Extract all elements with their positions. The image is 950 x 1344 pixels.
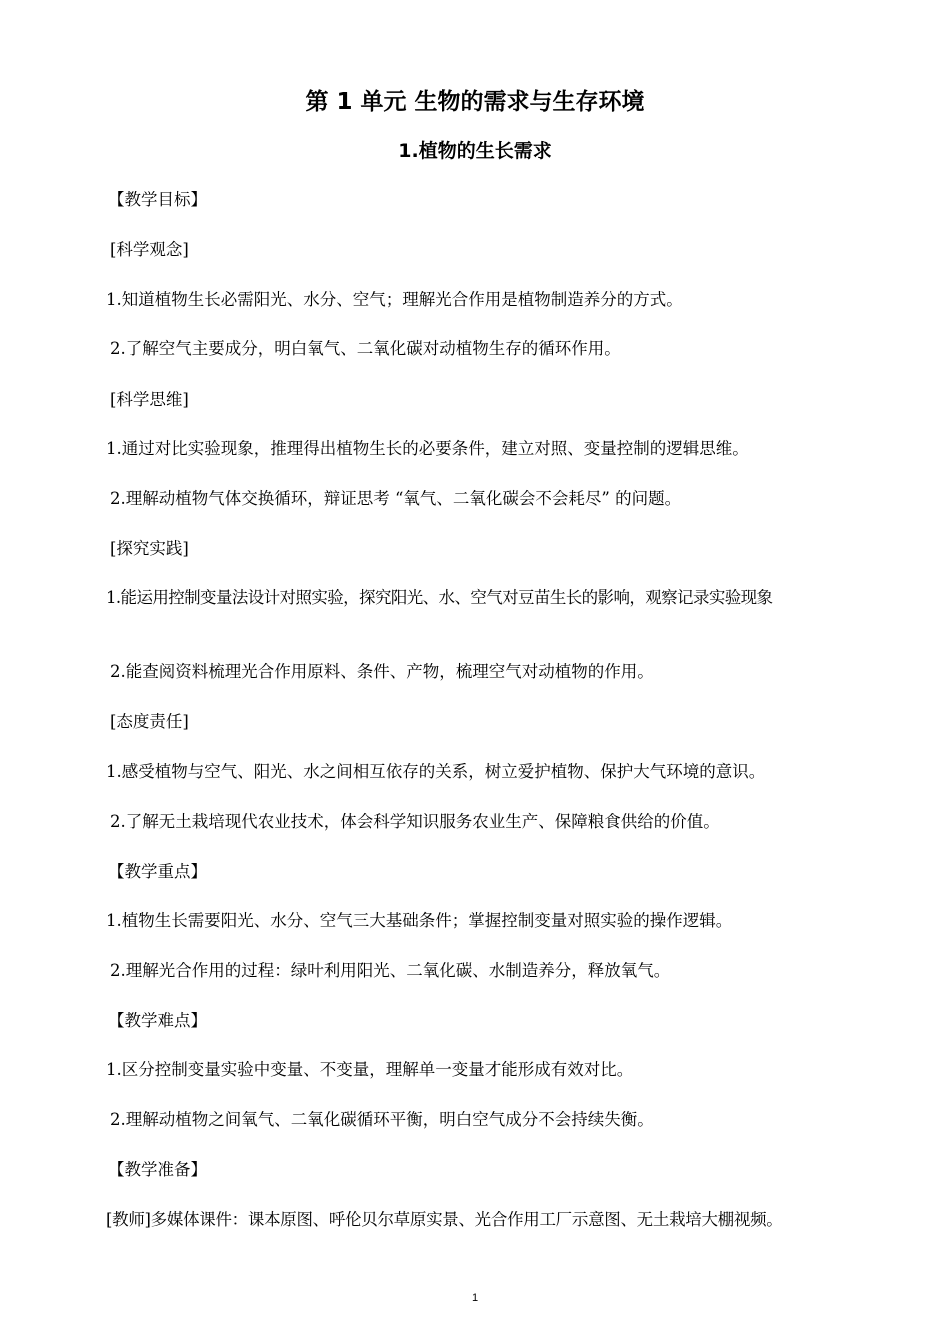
key-point-item: 1.植物生长需要阳光、水分、空气三大基础条件；掌握控制变量对照实验的操作逻辑。	[106, 911, 733, 930]
key-point-item: 2.理解光合作用的过程：绿叶利用阳光、二氧化碳、水制造养分，释放氧气。	[110, 961, 671, 980]
section-heading-difficulties: 【教学难点】	[108, 1011, 207, 1030]
objective-item: 2.了解无土栽培现代农业技术，体会科学知识服务农业生产、保障粮食供给的价值。	[110, 812, 720, 831]
subsection-heading-practice: [探究实践]	[110, 539, 189, 558]
subsection-heading-thinking: [科学思维]	[110, 390, 189, 409]
section-heading-key-points: 【教学重点】	[108, 862, 207, 881]
lesson-title: 1.植物的生长需求	[398, 140, 552, 162]
page-number: 1	[471, 1292, 479, 1304]
preparation-item: [教师]多媒体课件：课本原图、呼伦贝尔草原实景、光合作用工厂示意图、无土栽培大棚视频。	[106, 1210, 783, 1229]
section-heading-objectives: 【教学目标】	[108, 190, 207, 209]
objective-item: 1.感受植物与空气、阳光、水之间相互依存的关系，树立爱护植物、保护大气环境的意识。	[106, 762, 766, 781]
objective-item: 1.能运用控制变量法设计对照实验，探究阳光、水、空气对豆苗生长的影响，观察记录实验现象	[106, 588, 773, 607]
difficulty-item: 1.区分控制变量实验中变量、不变量，理解单一变量才能形成有效对比。	[106, 1060, 634, 1079]
difficulty-item: 2.理解动植物之间氧气、二氧化碳循环平衡，明白空气成分不会持续失衡。	[110, 1110, 654, 1129]
section-heading-preparation: 【教学准备】	[108, 1160, 207, 1179]
objective-item: 2.能查阅资料梳理光合作用原料、条件、产物，梳理空气对动植物的作用。	[110, 662, 654, 681]
unit-title: 第 1 单元 生物的需求与生存环境	[305, 89, 645, 115]
objective-item: 2.了解空气主要成分，明白氧气、二氧化碳对动植物生存的循环作用。	[110, 339, 621, 358]
objective-item: 2.理解动植物气体交换循环，辩证思考 “氧气、二氧化碳会不会耗尽” 的问题。	[110, 489, 682, 508]
objective-item: 1.通过对比实验现象，推理得出植物生长的必要条件，建立对照、变量控制的逻辑思维。	[106, 439, 749, 458]
objective-item: 1.知道植物生长必需阳光、水分、空气；理解光合作用是植物制造养分的方式。	[106, 290, 683, 309]
subsection-heading-attitude: [态度责任]	[110, 712, 189, 731]
subsection-heading-concept: [科学观念]	[110, 240, 189, 259]
